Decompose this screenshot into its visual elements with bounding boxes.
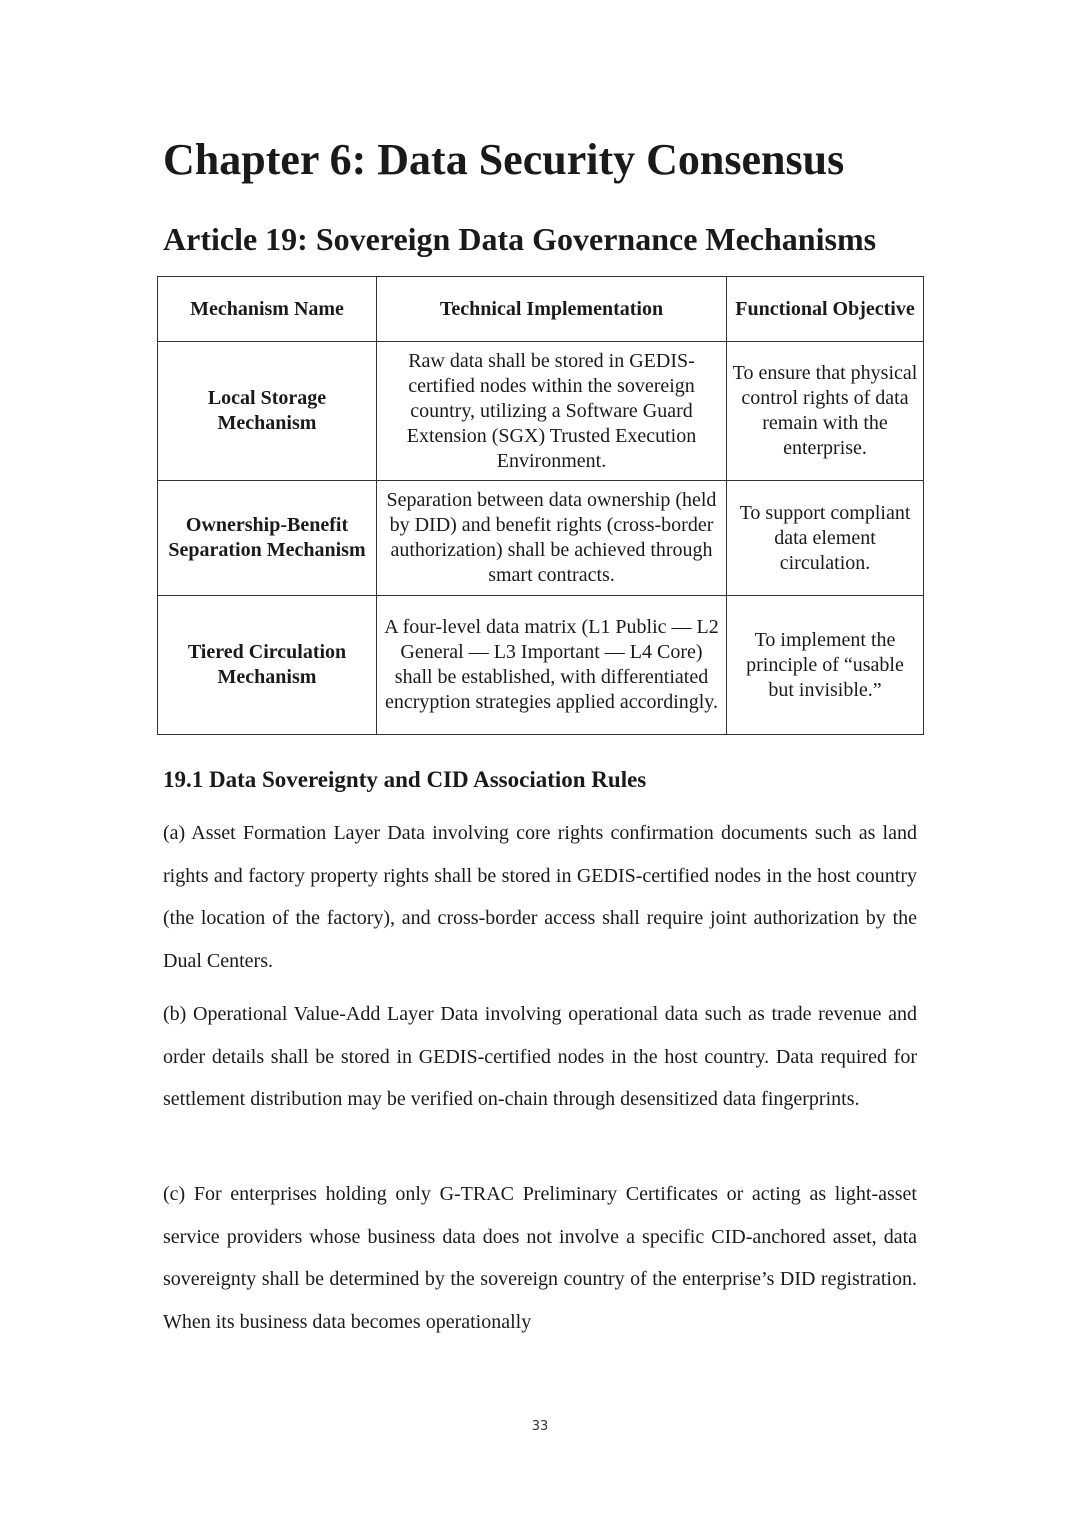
governance-mechanisms-table bbox=[157, 276, 924, 735]
paragraph-a: (a) Asset Formation Layer Data involving core rights confirmation documents such as land rights and factory property rights shall be stored in GEDIS-certified nodes in the host country (the location of the factory), and cross-border access shall require joint authorization by the Dual Centers. bbox=[163, 822, 917, 972]
paragraph-c: (c) For enterprises holding only G-TRAC Preliminary Certificates or acting as light-asset service providers whose business data does not involve a specific CID-anchored asset, data sovereignty shall be determined by the sovereign country of the enterprise’s DID registration. When its business data becomes operationally bbox=[163, 1183, 917, 1333]
mechanism-name-cell: Tiered Circulation Mechanism bbox=[158, 596, 377, 735]
column-header-functional-objective: Functional Objective bbox=[727, 277, 924, 342]
section-heading: 19.1 Data Sovereignty and CID Association Rules bbox=[163, 767, 647, 792]
column-header-technical-implementation: Technical Implementation bbox=[377, 277, 727, 342]
chapter-title: Chapter 6: Data Security Consensus bbox=[163, 135, 845, 184]
technical-implementation-cell: Raw data shall be stored in GEDIS-certified nodes within the sovereign country, utilizing a Software Guard Extension (SGX) Trusted Execution Environment. bbox=[377, 342, 727, 481]
column-header-mechanism-name: Mechanism Name bbox=[158, 277, 377, 342]
functional-objective-cell: To implement the principle of “usable but invisible.” bbox=[727, 596, 924, 735]
functional-objective-cell: To ensure that physical control rights of data remain with the enterprise. bbox=[727, 342, 924, 481]
table-row bbox=[158, 342, 924, 481]
table-row bbox=[158, 596, 924, 735]
mechanism-name-cell: Ownership-Benefit Separation Mechanism bbox=[158, 481, 377, 596]
paragraph-b: (b) Operational Value-Add Layer Data involving operational data such as trade revenue and order details shall be stored in GEDIS-certified nodes in the host country. Data required for settlement distribution may be verified on-chain through desensitized data fingerprints. bbox=[163, 1003, 917, 1110]
technical-implementation-cell: A four-level data matrix (L1 Public — L2 General — L3 Important — L4 Core) shall be established, with differentiated encryption strategies applied accordingly. bbox=[377, 596, 727, 735]
table-header-row bbox=[158, 277, 924, 342]
technical-implementation-cell: Separation between data ownership (held by DID) and benefit rights (cross-border authorization) shall be achieved through smart contracts. bbox=[377, 481, 727, 596]
mechanism-name-cell: Local Storage Mechanism bbox=[158, 342, 377, 481]
article-title: Article 19: Sovereign Data Governance Mechanisms bbox=[163, 221, 877, 257]
table-row bbox=[158, 481, 924, 596]
page-number: 33 bbox=[531, 1419, 549, 1434]
functional-objective-cell: To support compliant data element circulation. bbox=[727, 481, 924, 596]
